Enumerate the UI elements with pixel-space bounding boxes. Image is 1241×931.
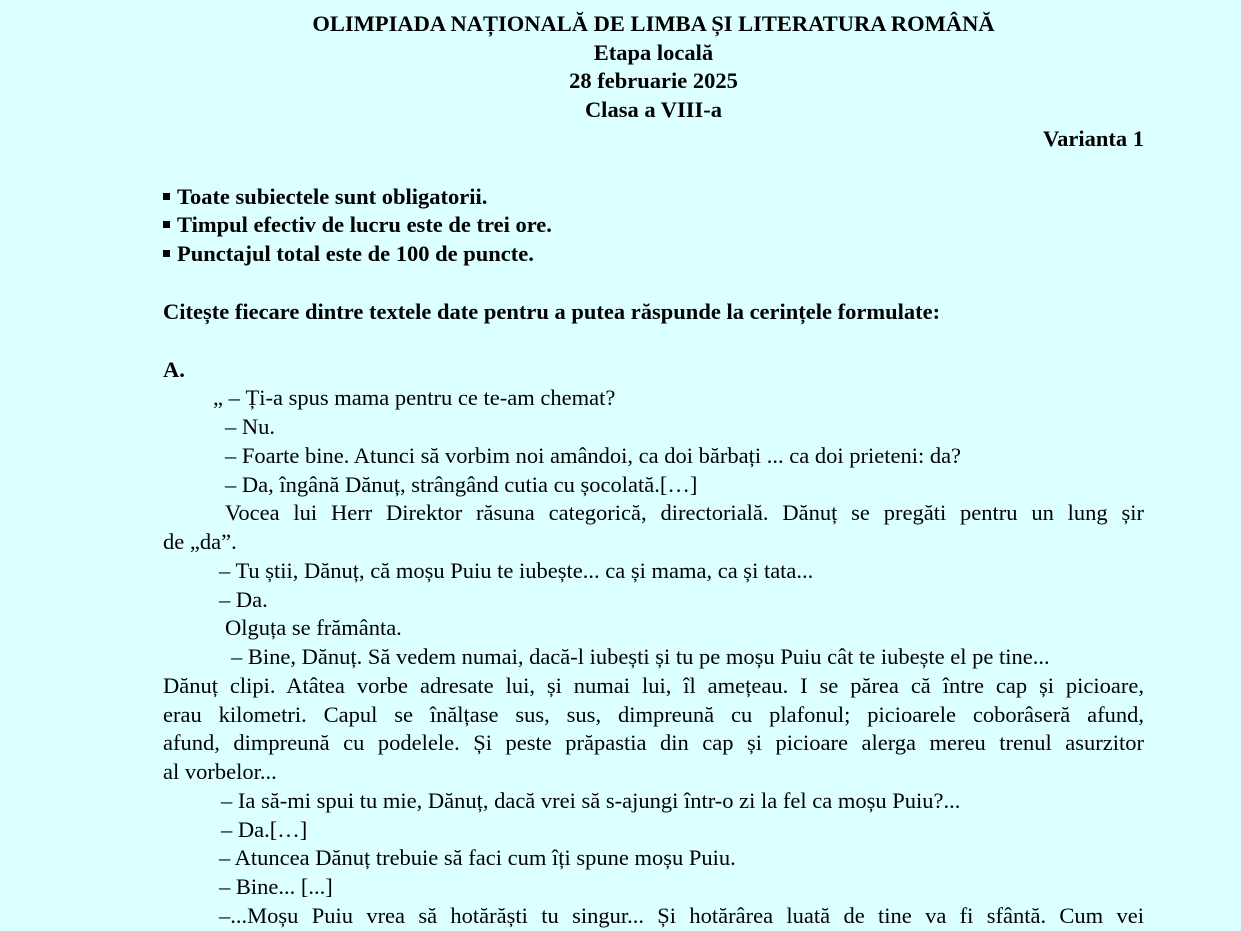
rule-item: Toate subiectele sunt obligatorii. [163, 182, 1144, 211]
text-line: – Foarte bine. Atunci să vorbim noi amândoi, ca doi bărbați ... ca doi prieteni: da? [225, 443, 962, 468]
text-line: – Ia să-mi spui tu mie, Dănuț, dacă vrei să s-ajungi într-o zi la fel ca moșu Puiu?... [221, 788, 961, 813]
text-line: afund, dimpreună cu podelele. Și peste prăpastia din cap și picioare alerga mereu trenul asurzitor [163, 730, 1144, 755]
text-line: – Da. [219, 587, 268, 612]
bullet-square-icon [163, 221, 170, 228]
exam-stage: Etapa locală [593, 40, 714, 65]
text-line: – Da, îngână Dănuț, strângând cutia cu șocolată.[…] [225, 472, 698, 497]
text-line: – Bine, Dănuț. Să vedem numai, dacă-l iubești și tu pe moșu Puiu cât te iubește el pe tine... [231, 644, 1050, 669]
instruction: Citește fiecare dintre textele date pentru a putea răspunde la cerințele formulate: [163, 299, 941, 324]
text-line: Vocea lui Herr Direktor răsuna categorică, directorială. Dănuț se pregăti pentru un lung șir [225, 500, 1144, 525]
exam-variant: Varianta 1 [1042, 126, 1144, 151]
text-line: al vorbelor... [163, 759, 277, 784]
text-line: – Bine... [...] [219, 874, 333, 899]
text-line: – Atuncea Dănuț trebuie să faci cum îți spune moșu Puiu. [219, 845, 736, 870]
bullet-square-icon [163, 250, 170, 257]
text-line: erau kilometri. Capul se înălțase sus, sus, dimpreună cu plafonul; picioarele coborâseră afund, [163, 702, 1144, 727]
rule-item: Punctajul total este de 100 de puncte. [163, 239, 1144, 268]
text-line: – Tu știi, Dănuț, că moșu Puiu te iubește... ca și mama, ca și tata... [219, 558, 814, 583]
section-label: A. [163, 357, 185, 382]
text-line: –...Moșu Puiu vrea să hotărăști tu singur... Și hotărârea luată de tine va fi sfântă. Cum vei [219, 903, 1144, 928]
text-line: Olguța se frământa. [225, 615, 402, 640]
rule-item: Timpul efectiv de lucru este de trei ore. [163, 210, 1144, 239]
exam-date: 28 februarie 2025 [569, 68, 738, 93]
text-line: Dănuț clipi. Atâtea vorbe adresate lui, și numai lui, îl amețeau. I se părea că între cap și picioare, [163, 673, 1144, 698]
bullet-square-icon [163, 193, 170, 200]
text-line: – Da.[…] [221, 817, 308, 842]
exam-title: OLIMPIADA NAȚIONALĂ DE LIMBA ȘI LITERATURA ROMÂNĂ [312, 11, 995, 36]
text-line: – Nu. [225, 414, 275, 439]
text-line: de „da”. [163, 529, 237, 554]
text-line: „ – Ți-a spus mama pentru ce te-am chemat? [213, 385, 616, 410]
exam-grade: Clasa a VIII-a [584, 97, 723, 122]
